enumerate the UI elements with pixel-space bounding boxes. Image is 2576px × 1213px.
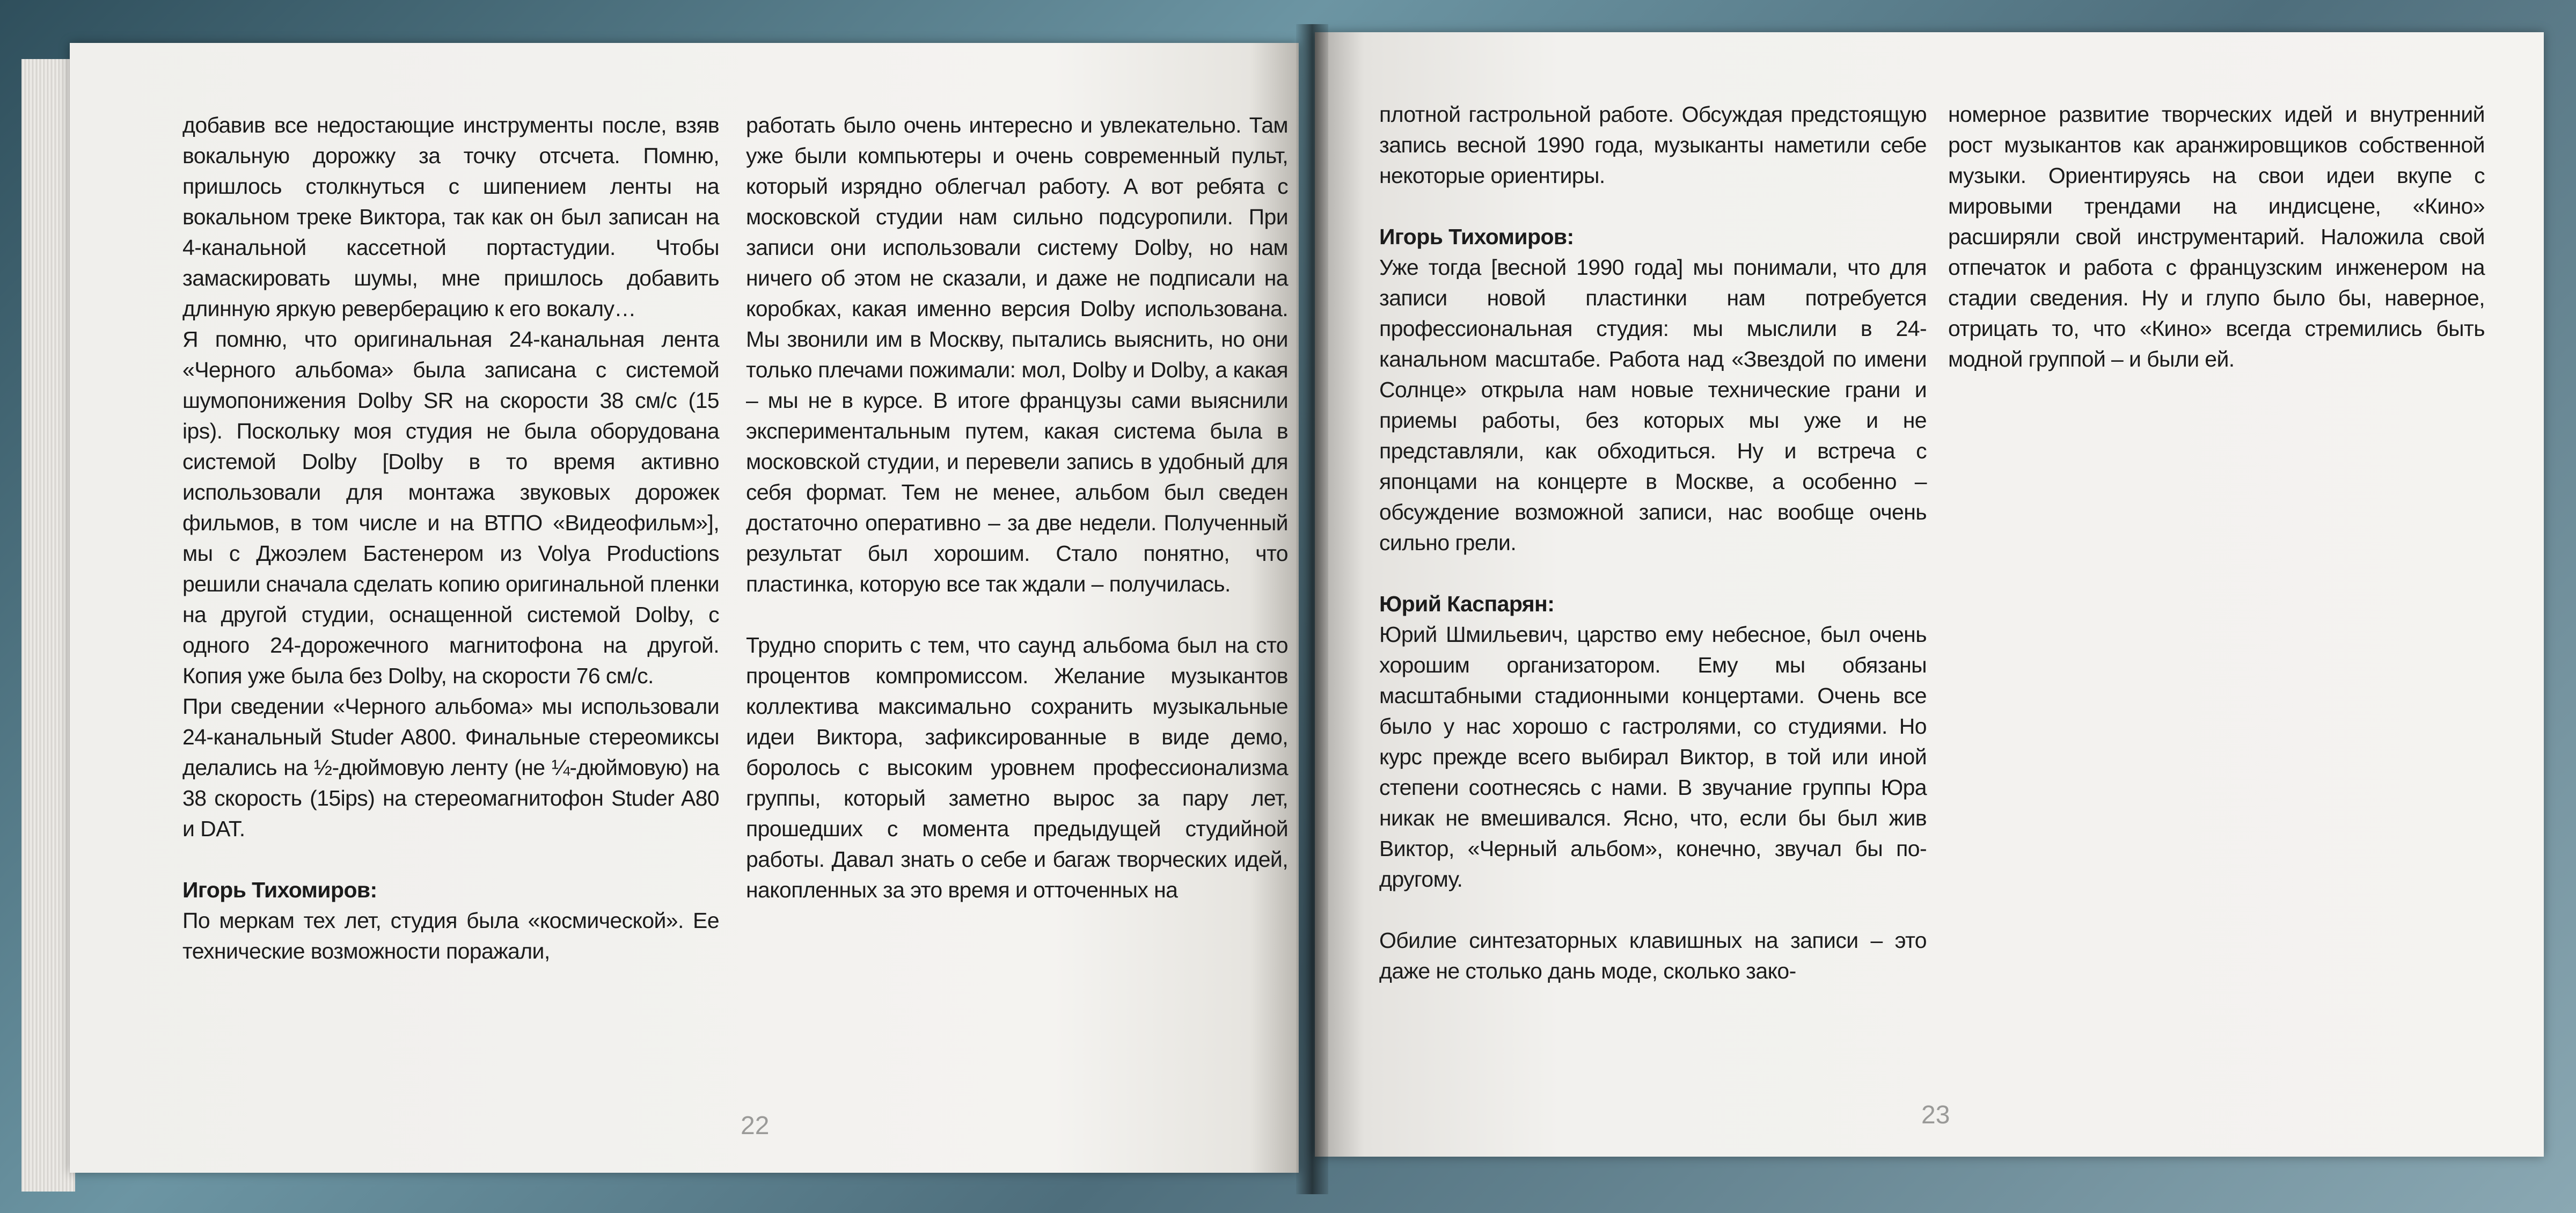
spacer (182, 844, 719, 875)
page-number: 23 (1921, 1101, 1950, 1129)
paragraph: Я помню, что оригинальная 24-канальная лента «Черного альбома» была записана с системой шумопонижения Dolby SR на скорости 38 см/с (15 ips). Поскольку моя студия не была оборудована системой Dolby [Dolby в то время активно использовали для монтажа звуковых дорожек фильмов, в том числе и на ВТПО «Видеофильм»], мы с Джоэлем Бастенером из Volya Productions решили сначала сделать копию оригинальной пленки на другой студии, оснащенной системой Dolby, с одного 24-дорожечного магнитофона на другой. Копия уже была без Dolby, на скорости 76 см/с. (182, 327, 719, 688)
right-page-column-1 (1379, 99, 1927, 987)
page-edges (21, 59, 75, 1192)
paragraph: По меркам тех лет, студия была «космической». Ее технические возможности поражали, (182, 908, 719, 963)
spacer (1379, 895, 1927, 925)
paragraph: Обилие синтезаторных клавишных на записи – это даже не столько дань моде, сколько зако- (1379, 928, 1927, 983)
right-page (1315, 32, 2544, 1157)
page-number: 22 (741, 1112, 770, 1140)
speaker-name: Игорь Тихомиров: (1379, 224, 1574, 249)
paragraph: работать было очень интересно и увлекательно. Там уже были компьютеры и очень современный пульт, который изрядно облегчал работу. А вот ребята с московской студии нам сильно подсуропили. При записи они использовали систему Dolby, но нам ничего об этом не сказали, и даже не подписали на коробках, какая именно версия Dolby использована. Мы звонили им в Москву, пытались выяснить, но они только плечами пожимали: мол, Dolby и Dolby, а какая – мы не в курсе. В итоге французы сами выяснили экспериментальным путем, какая система была в московской студии, и перевели запись в удобный для себя формат. Тем не менее, альбом был сведен достаточно оперативно – за две недели. Полученный результат был хорошим. Стало понятно, что пластинка, которую все так ждали – получилась. (746, 113, 1288, 596)
spine-shadow (1296, 24, 1328, 1194)
paragraph: плотной гастрольной работе. Обсуждая предстоящую запись весной 1990 года, музыканты наметили себе некоторые ориентиры. (1379, 102, 1927, 188)
paragraph: номерное развитие творческих идей и внутренний рост музыкантов как аранжировщиков собственной музыки. Ориентируясь на свои идеи вкупе с мировыми трендами на индисцене, «Кино» расширяли свой инструментарий. Наложила свой отпечаток и работа с французским инженером на стадии сведения. Ну и глупо было бы, наверное, отрицать то, что «Кино» всегда стремились быть модной группой – и были ей. (1948, 102, 2485, 371)
spacer (1379, 191, 1927, 222)
left-page-column-1 (182, 110, 719, 967)
paragraph: При сведении «Черного альбома» мы использовали 24-канальный Studer A800. Финальные стереомиксы делались на ½-дюймовую ленту (не ¼-дюймовую) на 38 скорость (15ips) на стереомагнитофон Studer A80 и DAT. (182, 694, 719, 841)
paragraph: Трудно спорить с тем, что саунд альбома был на сто процентов компромиссом. Желание музыкантов коллектива максимально сохранить музыкальные идеи Виктора, зафиксированные в виде демо, боролось с высоким уровнем профессионализма группы, который заметно вырос за пару лет, прошедших с момента предыдущей студийной работы. Давал знать о себе и багаж творческих идей, накопленных за это время и отточенных на (746, 633, 1288, 902)
speaker-name: Игорь Тихомиров: (182, 878, 377, 902)
spacer (1379, 558, 1927, 589)
left-page (70, 43, 1299, 1173)
paragraph: Юрий Шмильевич, царство ему небесное, был очень хорошим организатором. Ему мы обязаны масштабными стадионными концертами. Очень все было у нас хорошо с гастролями, со студиями. Но курс прежде всего выбирал Виктор, в той или иной степени соотнесясь с нами. В звучание группы Юра никак не вмешивался. Ясно, что, если бы был жив Виктор, «Черный альбом», конечно, звучал бы по-другому. (1379, 622, 1927, 892)
paragraph: добавив все недостающие инструменты после, взяв вокальную дорожку за точку отсчета. Помню, пришлось столкнуться с шипением ленты на вокальном треке Виктора, так как он был записан на 4-канальной кассетной портастудии. Чтобы замаскировать шумы, мне пришлось добавить длинную яркую реверберацию к его вокалу… (182, 113, 719, 321)
right-page-column-2 (1948, 99, 2485, 375)
speaker-name: Юрий Каспарян: (1379, 591, 1555, 616)
paragraph: Уже тогда [весной 1990 года] мы понимали, что для записи новой пластинки нам потребуется профессиональная студия: мы мыслили в 24-канальном масштабе. Работа над «Звездой по имени Солнце» открыла нам новые технические грани и приемы работы, без которых мы уже и не представляли, как обходиться. Ну и встреча с японцами на концерте в Москве, а особенно – обсуждение возможной записи, нас вообще очень сильно грели. (1379, 255, 1927, 555)
booklet-spread (21, 13, 2555, 1192)
left-page-column-2 (746, 110, 1288, 905)
spacer (746, 600, 1288, 630)
